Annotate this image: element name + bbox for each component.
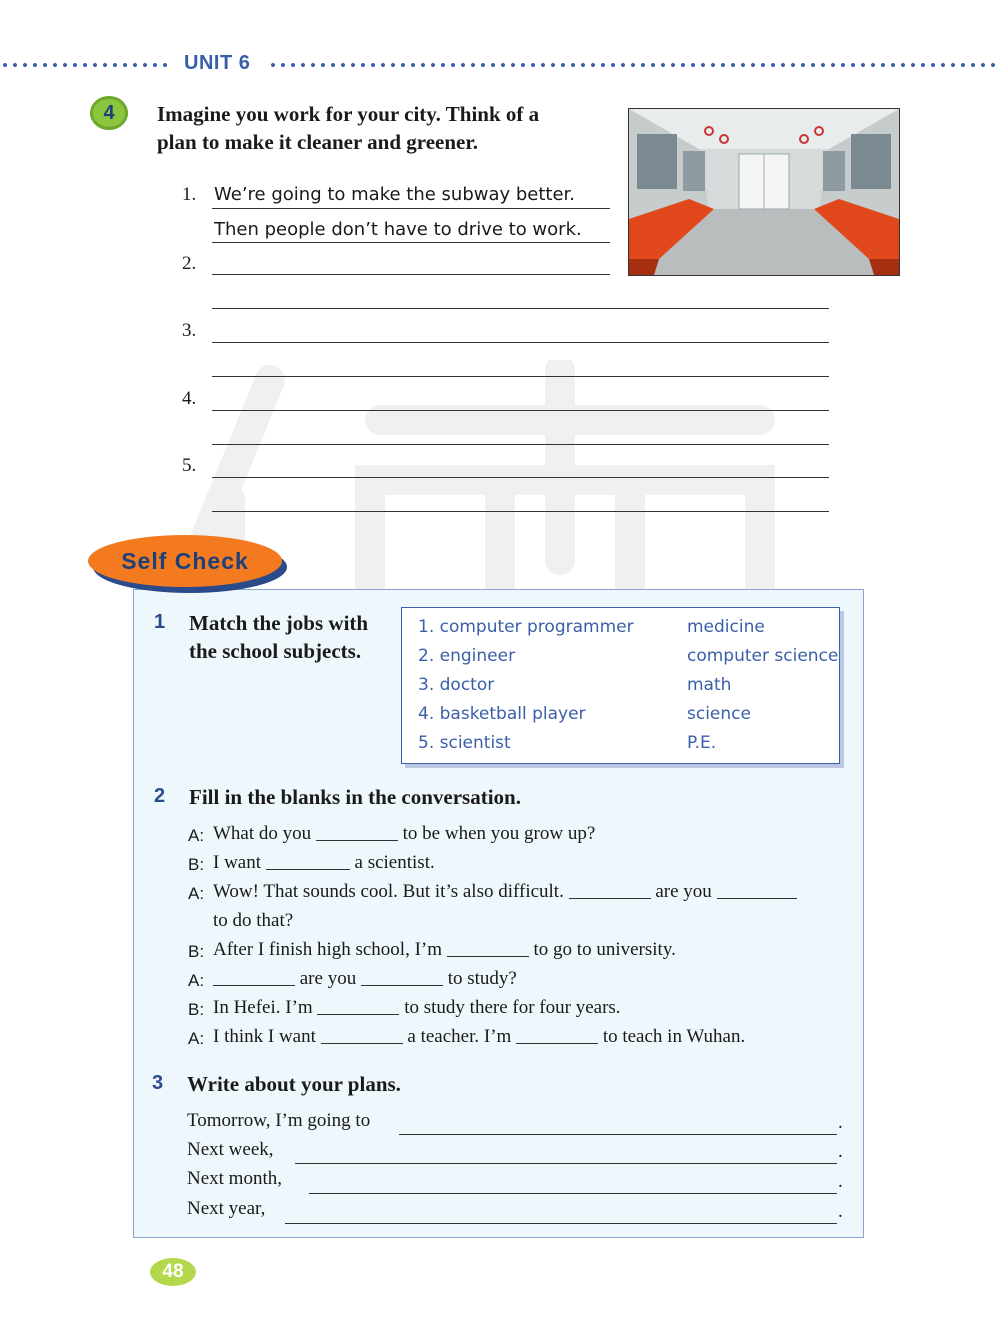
plan-prompt: Next year,	[187, 1198, 266, 1219]
fill-blank[interactable]	[266, 869, 350, 870]
conversation-line	[213, 852, 435, 874]
plan-answer-line[interactable]	[399, 1134, 837, 1135]
plan-answer-line[interactable]	[295, 1163, 837, 1164]
conversation-text: to be when you grow up?	[402, 823, 596, 844]
plan-prompt: Next week,	[187, 1139, 274, 1160]
job-item: 2. engineer	[418, 646, 516, 666]
conversation-text: After I finish high school, I’m	[213, 939, 443, 960]
item-number: 2.	[182, 253, 197, 274]
subject-item: science	[687, 704, 751, 724]
conversation-continuation: to do that?	[213, 910, 294, 931]
fill-blank[interactable]	[316, 840, 398, 841]
exercise-prompt-line1: Imagine you work for your city. Think of a	[157, 102, 540, 126]
page-number: 48	[150, 1258, 196, 1286]
fill-blank[interactable]	[516, 1043, 598, 1044]
fill-blank[interactable]	[361, 985, 443, 986]
section-number: 2	[154, 785, 166, 807]
plan-period: .	[838, 1201, 843, 1222]
answer-line	[212, 208, 610, 209]
section-title-line1: Match the jobs with	[189, 611, 369, 635]
plan-prompt: Tomorrow, I’m going to	[187, 1110, 371, 1131]
conversation-text: What do you	[213, 823, 312, 844]
conversation-text: to teach in Wuhan.	[602, 1026, 746, 1047]
plan-answer-line[interactable]	[309, 1193, 837, 1194]
answer-line[interactable]	[212, 308, 829, 309]
conversation-text: are you	[299, 968, 357, 989]
self-check-title: Self Check	[121, 548, 249, 574]
conversation-text: In Hefei. I’m	[213, 997, 313, 1018]
conversation-text: to go to university.	[533, 939, 676, 960]
section-title	[189, 609, 368, 665]
conversation-line	[213, 939, 676, 961]
plan-period: .	[838, 1112, 843, 1133]
section-title: Write about your plans.	[187, 1072, 401, 1096]
fill-blank[interactable]	[569, 898, 651, 899]
section-title: Fill in the blanks in the conversation.	[189, 785, 521, 809]
conversation-text: to study there for four years.	[404, 997, 621, 1018]
conversation-line	[213, 1026, 745, 1048]
job-item: 3. doctor	[418, 675, 495, 695]
conversation-text: I think I want	[213, 1026, 316, 1047]
conversation-text: I want	[213, 852, 262, 873]
plan-period: .	[838, 1141, 843, 1162]
exercise-number-badge: 4	[90, 96, 128, 130]
conversation-line	[213, 881, 797, 903]
subject-item: math	[687, 675, 732, 695]
conversation-text: a teacher. I’m	[407, 1026, 512, 1047]
speaker-label: B:	[188, 1000, 205, 1019]
speaker-label: A:	[188, 884, 205, 903]
exercise-prompt	[157, 100, 539, 156]
section-number: 3	[152, 1072, 164, 1094]
answer-line[interactable]	[212, 410, 829, 411]
conversation-text: a scientist.	[354, 852, 435, 873]
answer-line1-text: We’re going to make the subway better.	[214, 184, 576, 205]
fill-blank[interactable]	[447, 956, 529, 957]
conversation-line	[213, 997, 621, 1019]
fill-blank[interactable]	[213, 985, 295, 986]
fill-blank[interactable]	[717, 898, 797, 899]
speaker-label: B:	[188, 942, 205, 961]
unit-title: UNIT 6	[184, 52, 251, 74]
exercise-prompt-line2: plan to make it cleaner and greener.	[157, 130, 479, 154]
speaker-label: A:	[188, 826, 205, 845]
item-number: 5.	[182, 455, 197, 476]
conversation-text: Wow! That sounds cool. But it’s also difficult.	[213, 881, 564, 902]
answer-line[interactable]	[212, 477, 829, 478]
speaker-label: B:	[188, 855, 205, 874]
item-number: 4.	[182, 388, 197, 409]
subway-photo	[628, 108, 900, 276]
item-number: 3.	[182, 320, 197, 341]
subject-item: P.E.	[687, 733, 717, 753]
plan-prompt: Next month,	[187, 1168, 282, 1189]
job-item: 4. basketball player	[418, 704, 586, 724]
conversation-text: to study?	[447, 968, 517, 989]
answer-line[interactable]	[212, 376, 829, 377]
subject-item: medicine	[687, 617, 765, 637]
header-dots-right	[268, 62, 1000, 68]
answer-line[interactable]	[212, 342, 829, 343]
answer-line[interactable]	[212, 511, 829, 512]
conversation-line	[213, 968, 517, 990]
section-number: 1	[154, 611, 166, 633]
speaker-label: A:	[188, 1029, 205, 1048]
item-number: 1.	[182, 184, 197, 205]
answer-line	[212, 242, 610, 243]
job-item: 5. scientist	[418, 733, 511, 753]
section-title-line2: the school subjects.	[189, 639, 362, 663]
plan-period: .	[838, 1171, 843, 1192]
subject-item: computer science	[687, 646, 839, 666]
speaker-label: A:	[188, 971, 205, 990]
header-dots-left	[0, 62, 170, 68]
answer-line[interactable]	[212, 274, 610, 275]
plan-answer-line[interactable]	[285, 1223, 837, 1224]
fill-blank[interactable]	[321, 1043, 403, 1044]
conversation-line	[213, 823, 595, 845]
answer-line[interactable]	[212, 444, 829, 445]
job-item: 1. computer programmer	[418, 617, 634, 637]
fill-blank[interactable]	[317, 1014, 399, 1015]
conversation-text: are you	[655, 881, 712, 902]
answer-line2-text: Then people don’t have to drive to work.	[214, 219, 582, 240]
